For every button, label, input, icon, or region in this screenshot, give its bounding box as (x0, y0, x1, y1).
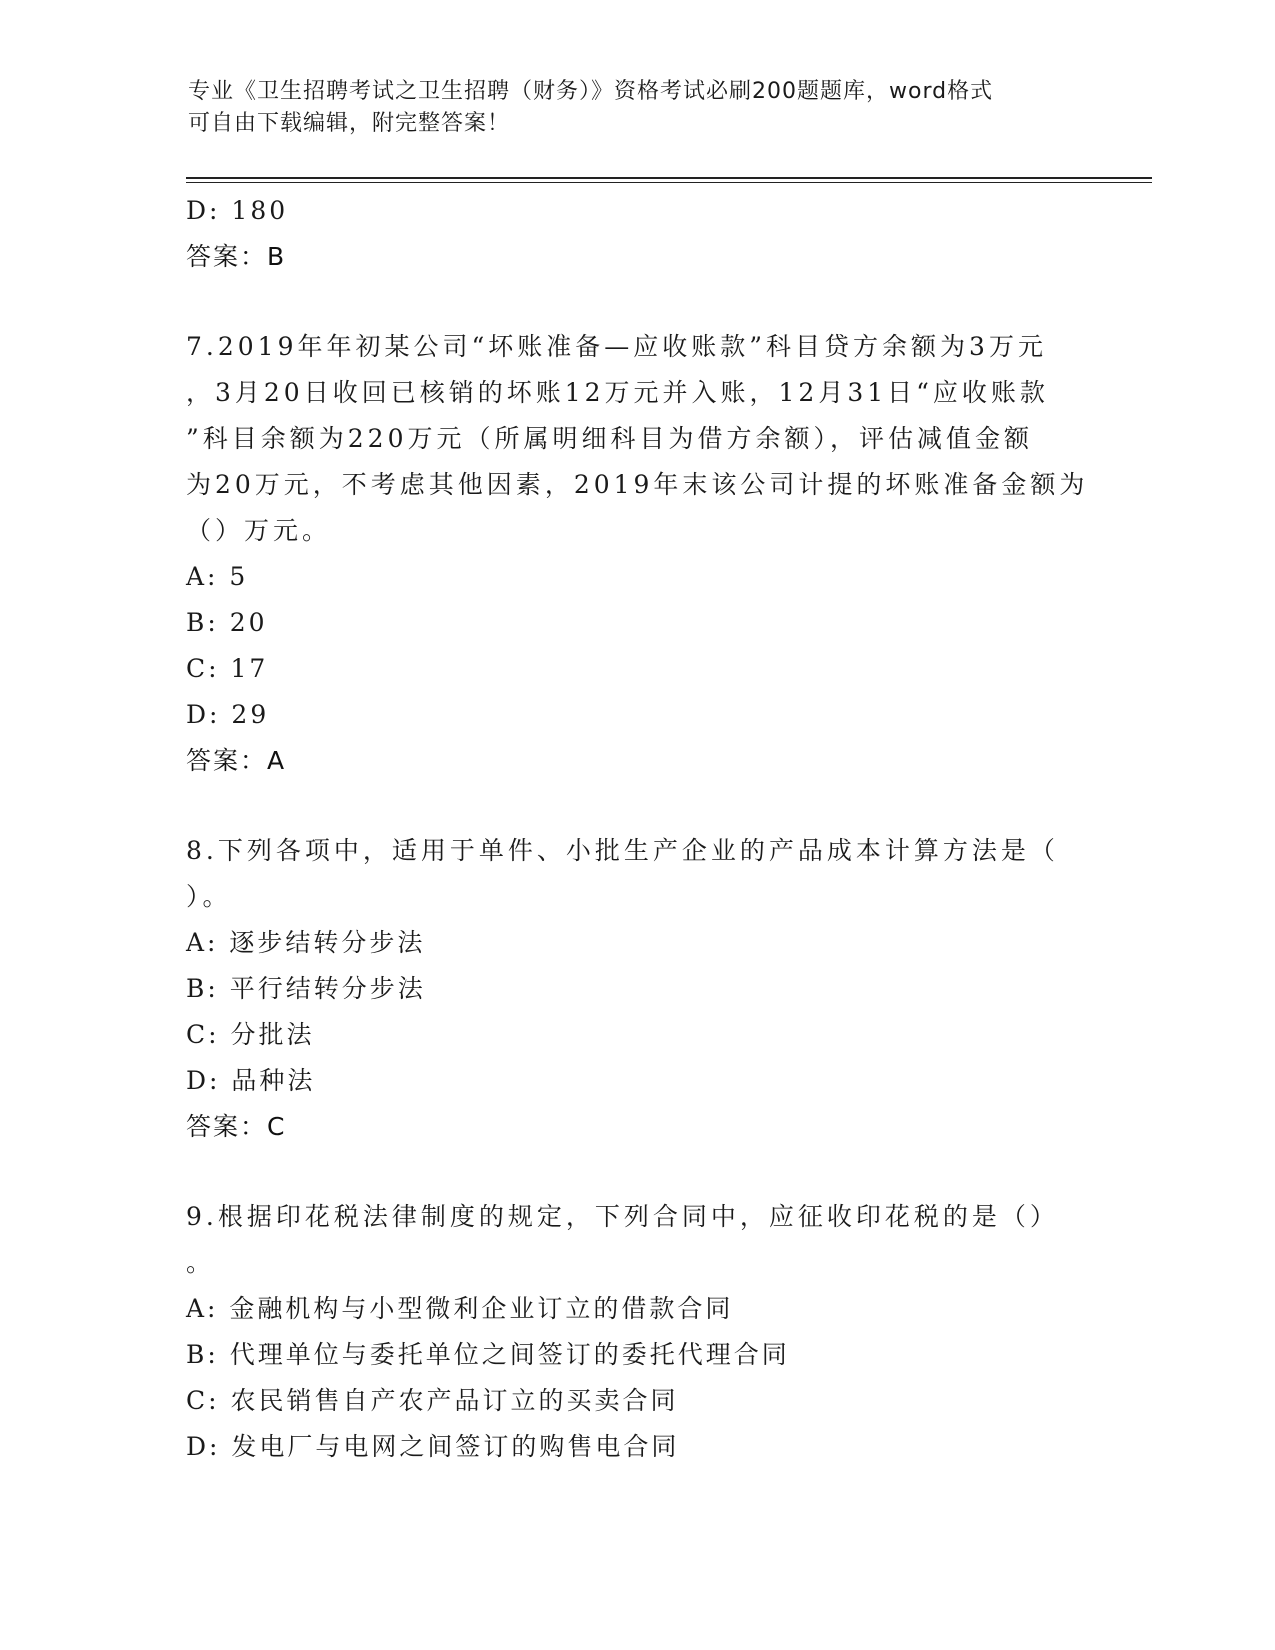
answer-label: 答案：B (186, 242, 287, 271)
option-c: C: 分批法 (186, 1020, 315, 1049)
header-title-line-2: 可自由下载编辑，附完整答案！ (188, 111, 511, 136)
stem-line: 8.下列各项中，适用于单件、小批生产企业的产品成本计算方法是（ (186, 836, 1059, 865)
question-9 (186, 1194, 1086, 1470)
stem-line: 9.根据印花税法律制度的规定，下列合同中，应征收印花税的是（） (186, 1202, 1059, 1231)
stem-line: ，3月20日收回已核销的坏账12万元并入账，12月31日“应收账款 (186, 378, 1049, 407)
stem-line: ”科目余额为220万元（所属明细科目为借方余额），评估减值金额 (186, 424, 1034, 453)
option-d: D: 品种法 (186, 1066, 316, 1095)
option-c: C: 17 (186, 654, 269, 683)
option-b: B: 代理单位与委托单位之间签订的委托代理合同 (186, 1340, 790, 1369)
question-stem (186, 1194, 1086, 1286)
option-c: C: 农民销售自产农产品订立的买卖合同 (186, 1386, 679, 1415)
stem-line: 7.2019年年初某公司“坏账准备—应收账款”科目贷方余额为3万元 (186, 332, 1047, 361)
question-list (186, 188, 1089, 1470)
question-stem (186, 828, 1086, 920)
question-7 (186, 324, 1089, 784)
answer-label: 答案：A (186, 746, 287, 775)
stem-line: ）。 (186, 882, 232, 911)
header-title-line-1: 专业《卫生招聘考试之卫生招聘（财务）》资格考试必刷200题题库，word格式 (188, 79, 994, 104)
stem-line: （）万元。 (186, 516, 332, 545)
option-d: D: 发电厂与电网之间签订的购售电合同 (186, 1432, 680, 1461)
question-stem (186, 324, 1089, 554)
option-d: D: 29 (186, 700, 270, 729)
option-a: A: 5 (186, 562, 249, 591)
page-header (188, 76, 1068, 140)
option-b: B: 20 (186, 608, 268, 637)
header-rule-thick (186, 177, 1152, 179)
stem-line: 为20万元，不考虑其他因素，2019年末该公司计提的坏账准备金额为 (186, 470, 1089, 499)
answer-label: 答案：C (186, 1112, 287, 1141)
option-d: D: 180 (186, 196, 289, 225)
option-b: B: 平行结转分步法 (186, 974, 426, 1003)
option-a: A: 金融机构与小型微利企业订立的借款合同 (186, 1294, 734, 1323)
stem-line: 。 (186, 1248, 216, 1277)
question-6-tail (186, 188, 1086, 280)
question-8 (186, 828, 1086, 1150)
header-rule-thin (186, 182, 1152, 183)
option-a: A: 逐步结转分步法 (186, 928, 426, 957)
